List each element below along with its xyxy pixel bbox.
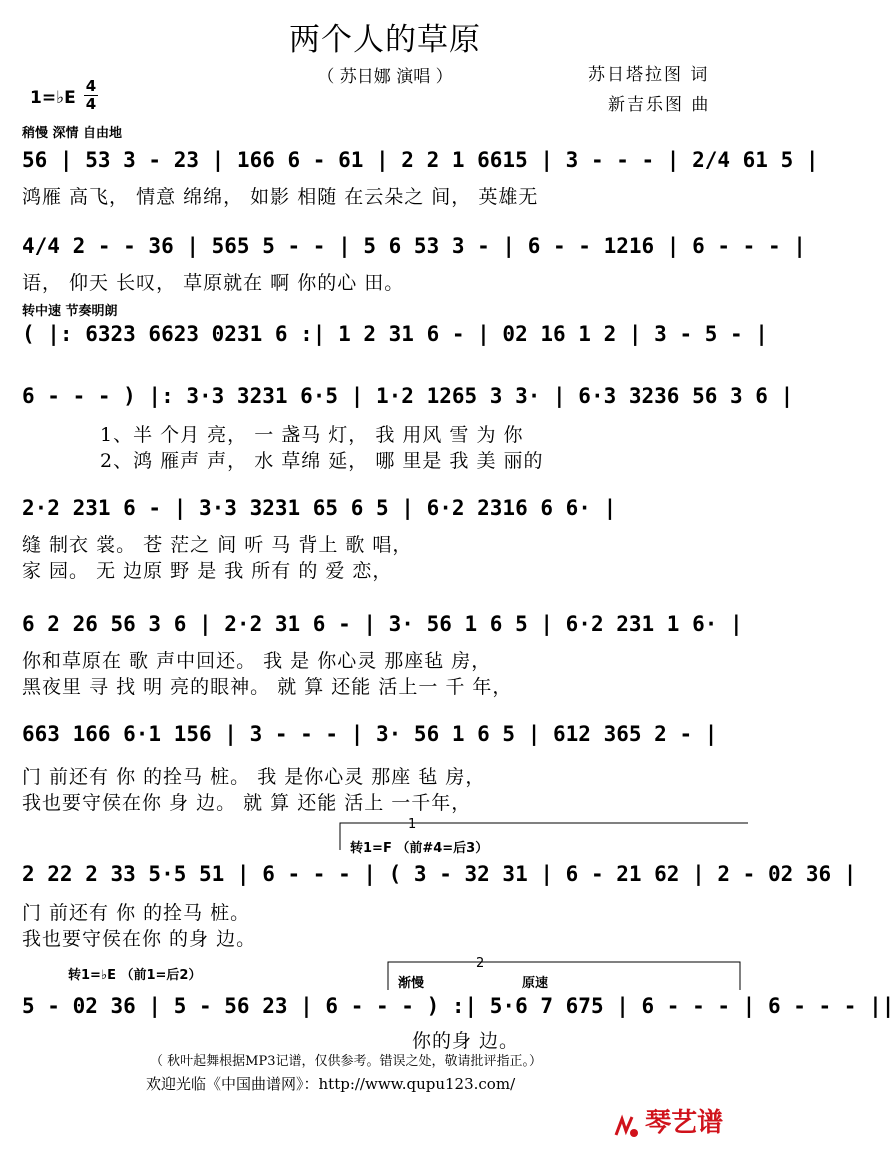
score-row-4-notes: 6 - - - ) |: 3·3 3231 6·5 | 1·2 1265 3 3· | 6·3 3236 56 3 6 |: [22, 384, 794, 408]
score-row-4-lyrics-verse2: 2、鸿 雁声 声， 水 草绵 延， 哪 里是 我 美 丽的: [100, 450, 544, 472]
score-row-2-notes: 4/4 2 - - 36 | 565 5 - - | 5 6 53 3 - | 6 - - 1216 | 6 - - - |: [22, 234, 806, 258]
logo-text: 琴艺谱: [645, 1108, 724, 1138]
score-row-1-notes: 56 | 53 3 - 23 | 166 6 - 61 | 2 2 1 6615 | 3 - - - | 2/4 61 5 |: [22, 148, 819, 172]
score-row-8-notes: 2 22 2 33 5·5 51 | 6 - - - | ( 3 - 32 31 | 6 - 21 62 | 2 - 02 36 |: [22, 862, 857, 886]
score-row-4-lyrics-verse1: 1、半 个月 亮， 一 盏马 灯， 我 用风 雪 为 你: [100, 424, 524, 446]
a-tempo-marking: 原速: [522, 976, 549, 991]
modulation-marking-1: 转1=F （前#4=后3）: [350, 841, 489, 856]
singer-credit: （ 苏日娜 演唱 ）: [317, 67, 453, 87]
score-row-7-lyrics-verse2: 我也要守侯在你 身 边。 就 算 还能 活上 一千年，: [22, 792, 472, 814]
composer-credit: 新吉乐图 曲: [608, 95, 711, 115]
score-row-5-notes: 2·2 231 6 - | 3·3 3231 65 6 5 | 6·2 2316 6 6· |: [22, 496, 617, 520]
music-note-icon: [612, 1113, 640, 1141]
key-signature: 1=♭E: [30, 88, 76, 108]
score-row-8-lyrics-verse2: 我也要守侯在你 的身 边。: [22, 928, 257, 950]
lyricist-credit: 苏日塔拉图 词: [588, 65, 710, 85]
score-row-2-lyrics-verse1: 语， 仰天 长叹， 草原就在 啊 你的心 田。: [22, 272, 405, 294]
site-logo: [612, 1102, 723, 1141]
score-row-9-lyrics-verse1: 你的身 边。: [412, 1030, 520, 1052]
score-row-7-lyrics-verse1: 门 前还有 你 的拴马 桩。 我 是你心灵 那座 毡 房，: [22, 766, 486, 788]
score-row-5-lyrics-verse2: 家 园。 无 边原 野 是 我 所有 的 爱 恋，: [22, 560, 393, 582]
website-credit[interactable]: 欢迎光临《中国曲谱网》：http://www.qupu123.com/: [146, 1075, 516, 1093]
score-row-6-notes: 6 2 26 56 3 6 | 2·2 31 6 - | 3· 56 1 6 5 | 6·2 231 1 6· |: [22, 612, 743, 636]
tempo-marking-2: 转中速 节奏明朗: [22, 304, 118, 319]
score-row-8-lyrics-verse1: 门 前还有 你 的拴马 桩。: [22, 902, 251, 924]
meter-bottom: 4: [85, 95, 97, 113]
volta-2-number: 2: [476, 956, 485, 971]
transcription-note: （ 秋叶起舞根据MP3记谱，仅供参考。错误之处，敬请批评指正。）: [150, 1054, 542, 1069]
score-row-6-lyrics-verse1: 你和草原在 歌 声中回还。 我 是 你心灵 那座毡 房，: [22, 650, 492, 672]
score-row-6-lyrics-verse2: 黑夜里 寻 找 明 亮的眼神。 就 算 还能 活上一 千 年，: [22, 676, 513, 698]
score-row-1-lyrics-verse1: 鸿雁 高飞， 情意 绵绵， 如影 相随 在云朵之 间， 英雄无: [22, 186, 539, 208]
score-row-9-notes: 5 - 02 36 | 5 - 56 23 | 6 - - - ) :| 5·6 7 675 | 6 - - - | 6 - - - ||: [22, 994, 894, 1018]
song-title: 两个人的草原: [289, 22, 481, 58]
time-signature: [84, 78, 98, 113]
volta-2-bracket: [388, 962, 740, 990]
score-row-3-notes: ( |: 6323 6623 0231 6 :| 1 2 31 6 - | 02 16 1 2 | 3 - 5 - |: [22, 322, 768, 346]
volta-1-number: 1: [408, 817, 417, 832]
meter-top: 4: [85, 77, 97, 95]
ritardando-marking: 渐慢: [398, 976, 425, 991]
score-row-5-lyrics-verse1: 缝 制衣 裳。 苍 茫之 间 听 马 背上 歌 唱，: [22, 534, 413, 556]
score-row-7-notes: 663 166 6·1 156 | 3 - - - | 3· 56 1 6 5 | 612 365 2 - |: [22, 722, 718, 746]
modulation-marking-2: 转1=♭E （前1=后2）: [68, 968, 202, 983]
tempo-marking-1: 稍慢 深情 自由地: [22, 126, 123, 141]
